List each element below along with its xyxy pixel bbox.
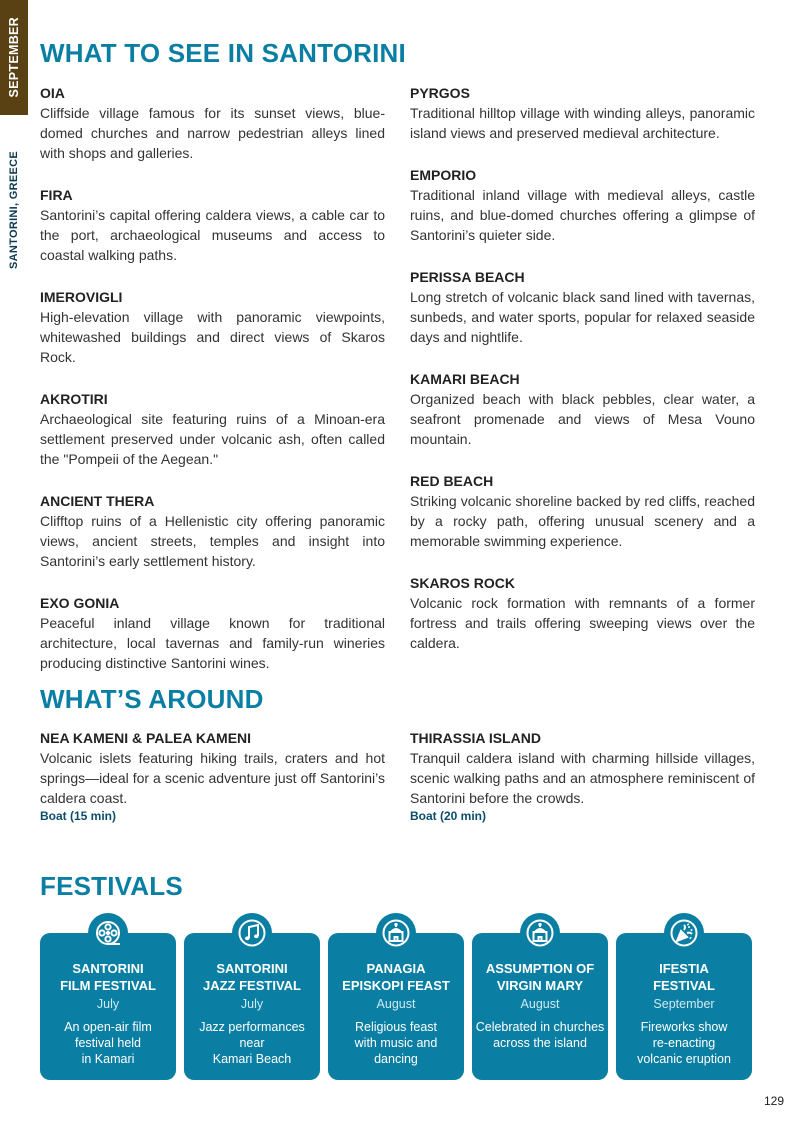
sight-title: IMEROVIGLI: [40, 289, 123, 305]
church-icon: [376, 913, 416, 953]
sight-oia: [40, 83, 385, 163]
sight-emporio: [410, 165, 755, 245]
festival-month: July: [96, 997, 120, 1011]
festival-name-line: IFESTIA: [659, 961, 709, 976]
festival-desc-line: in Kamari: [81, 1052, 135, 1066]
festival-card-assumption: [472, 933, 608, 1080]
sight-title: EXO GONIA: [40, 595, 120, 611]
festival-name: [616, 960, 752, 994]
festival-cards: [40, 913, 752, 1081]
sight-ancient-thera: [40, 491, 385, 571]
sight-pyrgos: [410, 83, 755, 143]
festival-month: September: [653, 997, 715, 1011]
festival-desc-line: re-enacting: [652, 1036, 716, 1050]
sight-title: EMPORIO: [410, 167, 477, 183]
month-side-tab: [0, 0, 28, 115]
sight-skaros-rock: [410, 573, 755, 653]
sights-left-column: [40, 83, 385, 673]
sight-title: SKAROS ROCK: [410, 575, 516, 591]
festivals-heading: FESTIVALS: [40, 871, 183, 901]
sight-desc: Traditional hilltop village with winding alleys, panoramic island views and preserved medieval architecture.: [410, 105, 755, 141]
festival-desc: [472, 1019, 608, 1051]
month-label: SEPTEMBER: [7, 17, 21, 98]
festival-name-line: SANTORINI: [72, 961, 144, 976]
festival-name-line: FILM FESTIVAL: [60, 978, 156, 993]
sight-title: ANCIENT THERA: [40, 493, 155, 509]
sight-desc: Santorini’s capital offering caldera views, a cable car to the port, archaeological museums and access to coastal walking paths.: [40, 207, 385, 263]
festival-month: August: [376, 997, 416, 1011]
sight-desc: Volcanic rock formation with remnants of a former fortress and trails offering sweeping views over the caldera.: [410, 595, 755, 651]
festival-desc-line: Jazz performances: [199, 1020, 305, 1034]
sight-title: AKROTIRI: [40, 391, 108, 407]
film-reel-icon: [88, 913, 128, 953]
festival-name: [472, 960, 608, 994]
festival-card-ifestia: [616, 933, 752, 1080]
festival-desc-line: near: [239, 1036, 265, 1050]
location-side-label: [0, 150, 28, 270]
what-to-see-heading: WHAT TO SEE IN SANTORINI: [40, 38, 406, 68]
festival-name: [184, 960, 320, 994]
festival-desc: [184, 1019, 320, 1067]
travel-time: Boat (20 min): [410, 809, 487, 823]
sight-desc: Archaeological site featuring ruins of a Minoan-era settlement preserved under volcanic ash, often called the "Pompeii of the Aegean.": [40, 411, 385, 467]
music-note-icon: [232, 913, 272, 953]
festival-desc-line: Fireworks show: [640, 1020, 728, 1034]
festival-desc-line: with music and: [354, 1036, 438, 1050]
sight-desc: High-elevation village with panoramic viewpoints, whitewashed buildings and direct views of Skaros Rock.: [40, 309, 385, 365]
sight-red-beach: [410, 471, 755, 551]
festival-card-panagia: [328, 933, 464, 1080]
whats-around-heading: WHAT’S AROUND: [40, 684, 264, 714]
festival-desc-line: Kamari Beach: [212, 1052, 292, 1066]
sight-title: OIA: [40, 85, 65, 101]
sight-exo-gonia: [40, 593, 385, 673]
around-desc: Volcanic islets featuring hiking trails, craters and hot springs—ideal for a scenic adventure just off Santorini’s caldera coast.: [40, 750, 385, 806]
festival-desc: [40, 1019, 176, 1067]
festival-name: [40, 960, 176, 994]
festival-desc-line: An open-air film: [64, 1020, 152, 1034]
festival-desc: [616, 1019, 752, 1067]
festival-desc-line: volcanic eruption: [637, 1052, 731, 1066]
festival-name-line: ASSUMPTION OF: [485, 961, 595, 976]
travel-time: Boat (15 min): [40, 809, 117, 823]
festival-name-line: JAZZ FESTIVAL: [203, 978, 301, 993]
festival-desc-line: Religious feast: [355, 1020, 437, 1034]
around-item-thirassia: [410, 728, 755, 824]
festival-desc-line: dancing: [374, 1052, 418, 1066]
around-item-kameni: [40, 728, 385, 824]
sight-desc: Organized beach with black pebbles, clear water, a seafront promenade and views of Mesa Vouno mountain.: [410, 391, 755, 447]
around-desc: Tranquil caldera island with charming hillside villages, scenic walking paths and an atmosphere reminiscent of Santorini before the crowds.: [410, 750, 755, 806]
sight-title: RED BEACH: [410, 473, 494, 489]
location-label: SANTORINI, GREECE: [8, 151, 20, 269]
festival-card-jazz: [184, 933, 320, 1080]
sight-desc: Peaceful inland village known for traditional architecture, local tavernas and family-run wineries producing distinctive Santorini wines.: [40, 615, 385, 671]
page-number: 129: [763, 1094, 784, 1108]
church-icon: [520, 913, 560, 953]
sight-desc: Traditional inland village with medieval alleys, castle ruins, and blue-domed churches offering a glimpse of Santorini’s quieter side.: [410, 187, 755, 243]
festival-name-line: SANTORINI: [216, 961, 288, 976]
around-title: NEA KAMENI & PALEA KAMENI: [40, 730, 252, 746]
sight-desc: Striking volcanic shoreline backed by red cliffs, reached by a rocky path, offering unusual scenery and a memorable swimming experience.: [410, 493, 755, 549]
sight-desc: Long stretch of volcanic black sand lined with tavernas, sunbeds, and water sports, popular for relaxed seaside days and nightlife.: [410, 289, 755, 345]
sight-fira: [40, 185, 385, 265]
sight-title: FIRA: [40, 187, 73, 203]
festival-month: August: [520, 997, 560, 1011]
sight-desc: Cliffside village famous for its sunset views, blue-domed churches and narrow pedestrian alleys lined with shops and galleries.: [40, 105, 385, 161]
festival-desc-line: Celebrated in churches: [475, 1020, 605, 1034]
festival-desc: [328, 1019, 464, 1067]
festival-name-line: PANAGIA: [366, 961, 426, 976]
festival-desc-line: across the island: [493, 1036, 587, 1050]
sight-akrotiri: [40, 389, 385, 469]
sight-title: PYRGOS: [410, 85, 470, 101]
around-title: THIRASSIA ISLAND: [410, 730, 541, 746]
festival-name-line: EPISKOPI FEAST: [342, 978, 450, 993]
festival-desc-line: festival held: [74, 1036, 141, 1050]
sight-desc: Clifftop ruins of a Hellenistic city offering panoramic views, ancient streets, temples and insight into Santorini’s early settlement history.: [40, 513, 385, 569]
sights-right-column: [410, 83, 755, 653]
sight-perissa-beach: [410, 267, 755, 347]
festival-name: [328, 960, 464, 994]
festival-name-line: VIRGIN MARY: [496, 978, 584, 993]
sight-title: KAMARI BEACH: [410, 371, 520, 387]
sight-imerovigli: [40, 287, 385, 367]
festival-name-line: FESTIVAL: [653, 978, 715, 993]
festival-card-film: [40, 933, 176, 1080]
festival-month: July: [240, 997, 264, 1011]
party-popper-icon: [664, 913, 704, 953]
sight-kamari-beach: [410, 369, 755, 449]
sight-title: PERISSA BEACH: [410, 269, 525, 285]
